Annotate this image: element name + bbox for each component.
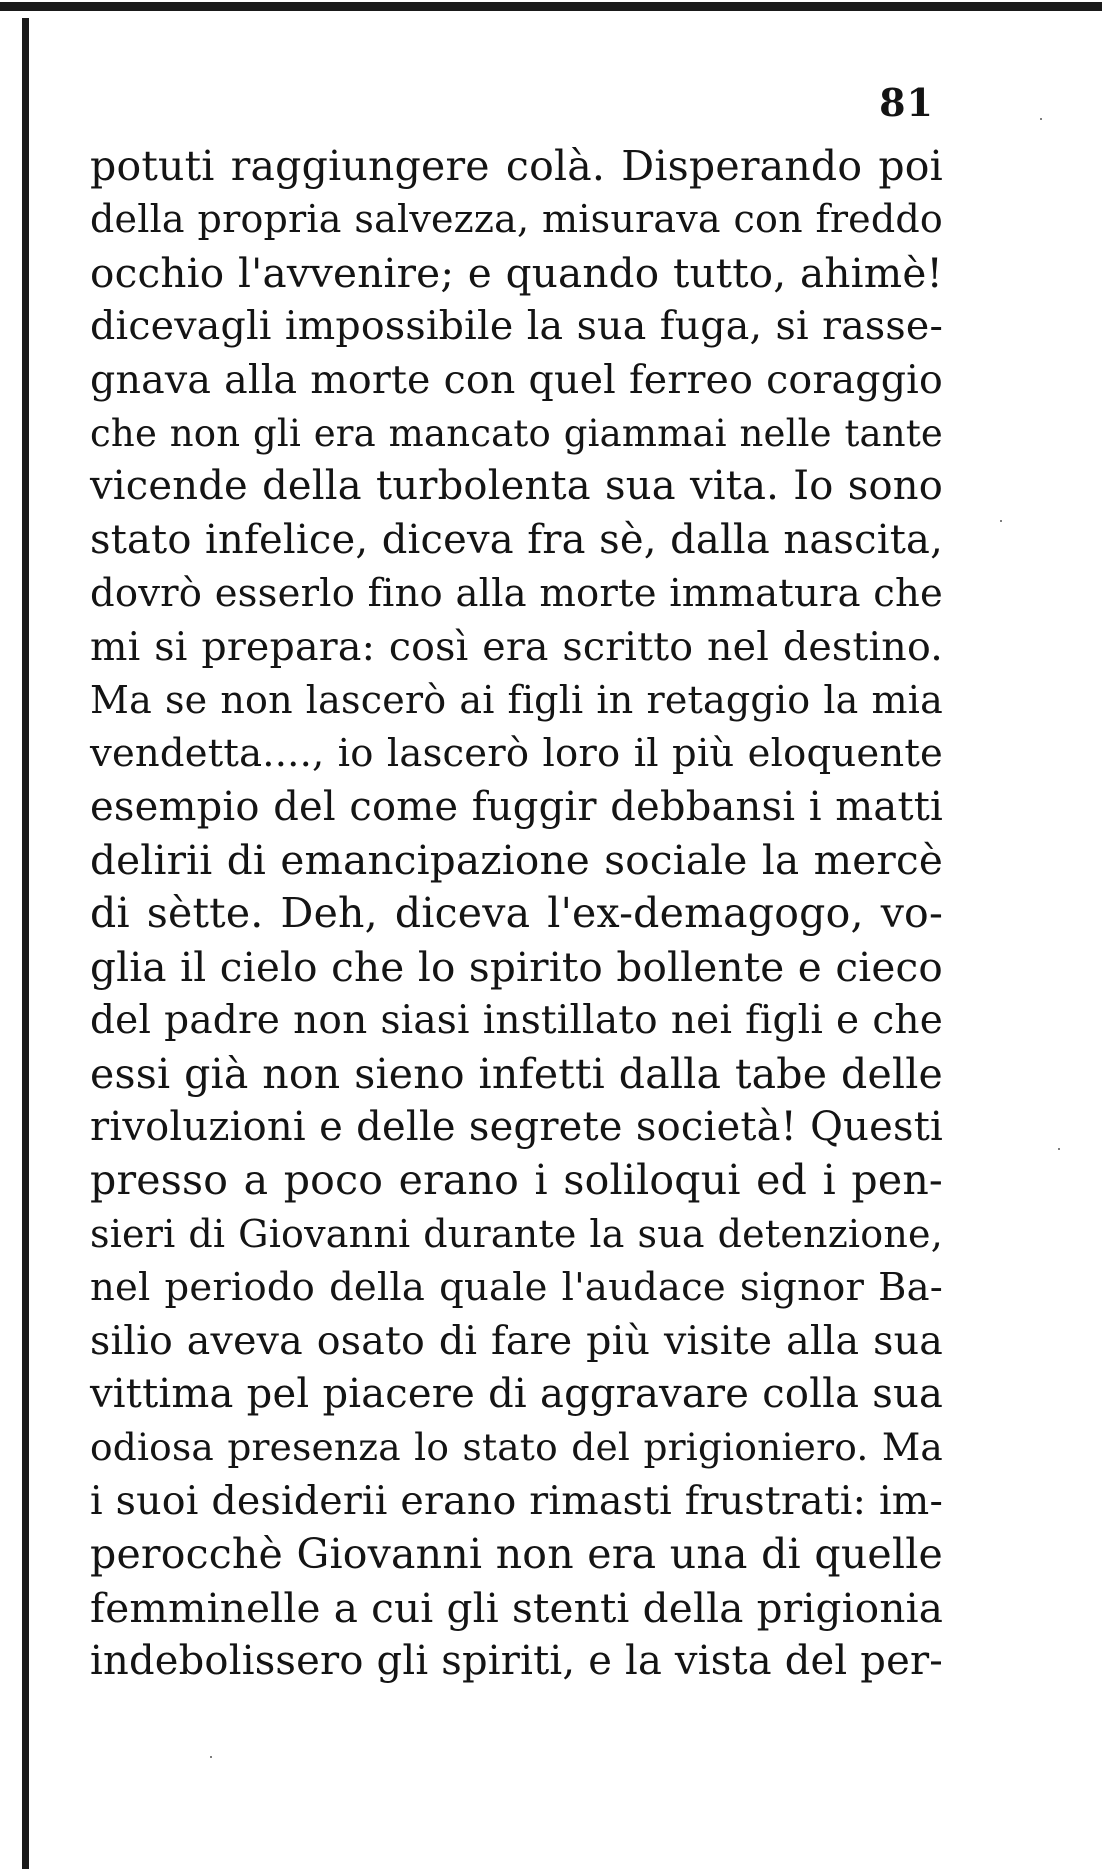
text-line: vendetta...., io lascerò loro il più eloquente — [90, 731, 943, 777]
text-line: sieri di Giovanni durante la sua detenzione, — [90, 1211, 943, 1256]
text-line: Ma se non lascerò ai figli in retaggio la mia — [90, 677, 943, 722]
paper-speck — [1040, 118, 1042, 120]
text-line: che non gli era mancato giammai nelle tante — [90, 411, 943, 455]
text-line: delirii di emancipazione sociale la mercè — [90, 836, 943, 885]
text-line: indebolissero gli spiriti, e la vista del per- — [90, 1637, 943, 1684]
text-line: potuti raggiungere colà. Disperando poi — [90, 142, 943, 190]
text-line: del padre non siasi instillato nei figli e che — [90, 998, 943, 1044]
text-line: silio aveva osato di fare più visite alla sua — [90, 1317, 943, 1364]
paper-speck — [1058, 1148, 1060, 1150]
text-line: dovrò esserlo fino alla morte immatura che — [90, 571, 943, 617]
text-line: della propria salvezza, misurava con freddo — [90, 197, 943, 242]
left-border-rule — [22, 18, 29, 1869]
text-line: essi già non sieno infetti dalla tabe delle — [90, 1049, 943, 1098]
text-line: gnava alla morte con quel ferreo coraggio — [90, 356, 943, 403]
text-line: vicende della turbolenta sua vita. Io sono — [90, 463, 943, 510]
paper-speck — [210, 1756, 212, 1758]
page-number: 81 — [879, 80, 934, 125]
text-line: odiosa presenza lo stato del prigioniero. Ma — [90, 1425, 943, 1470]
text-line: dicevagli impossibile la sua fuga, si rasse- — [90, 303, 943, 350]
text-line: occhio l'avvenire; e quando tutto, ahimè! — [90, 248, 943, 297]
text-line: nel periodo della quale l'audace signor Ba- — [90, 1265, 943, 1311]
text-line: presso a poco erano i soliloqui ed i pen- — [90, 1156, 943, 1205]
text-line: vittima pel piacere di aggravare colla sua — [90, 1370, 943, 1417]
text-line: di sètte. Deh, diceva l'ex-demagogo, vo- — [90, 889, 943, 938]
top-border-rule — [0, 2, 1102, 11]
body-text — [90, 140, 943, 1688]
text-line: esempio del come fuggir debbansi i matti — [90, 783, 943, 830]
text-line: i suoi desiderii erano rimasti frustrati: im- — [90, 1477, 943, 1524]
text-line: rivoluzioni e delle segrete società! Questi — [90, 1104, 943, 1151]
text-line: perocchè Giovanni non era una di quelle — [90, 1530, 943, 1579]
text-line: glia il cielo che lo spirito bollente e cieco — [90, 942, 943, 991]
text-line: stato infelice, diceva fra sè, dalla nascita, — [90, 516, 943, 563]
paper-speck — [1000, 520, 1002, 522]
text-line: mi si prepara: così era scritto nel destino. — [90, 623, 943, 670]
text-line: femminelle a cui gli stenti della prigionia — [90, 1583, 944, 1632]
